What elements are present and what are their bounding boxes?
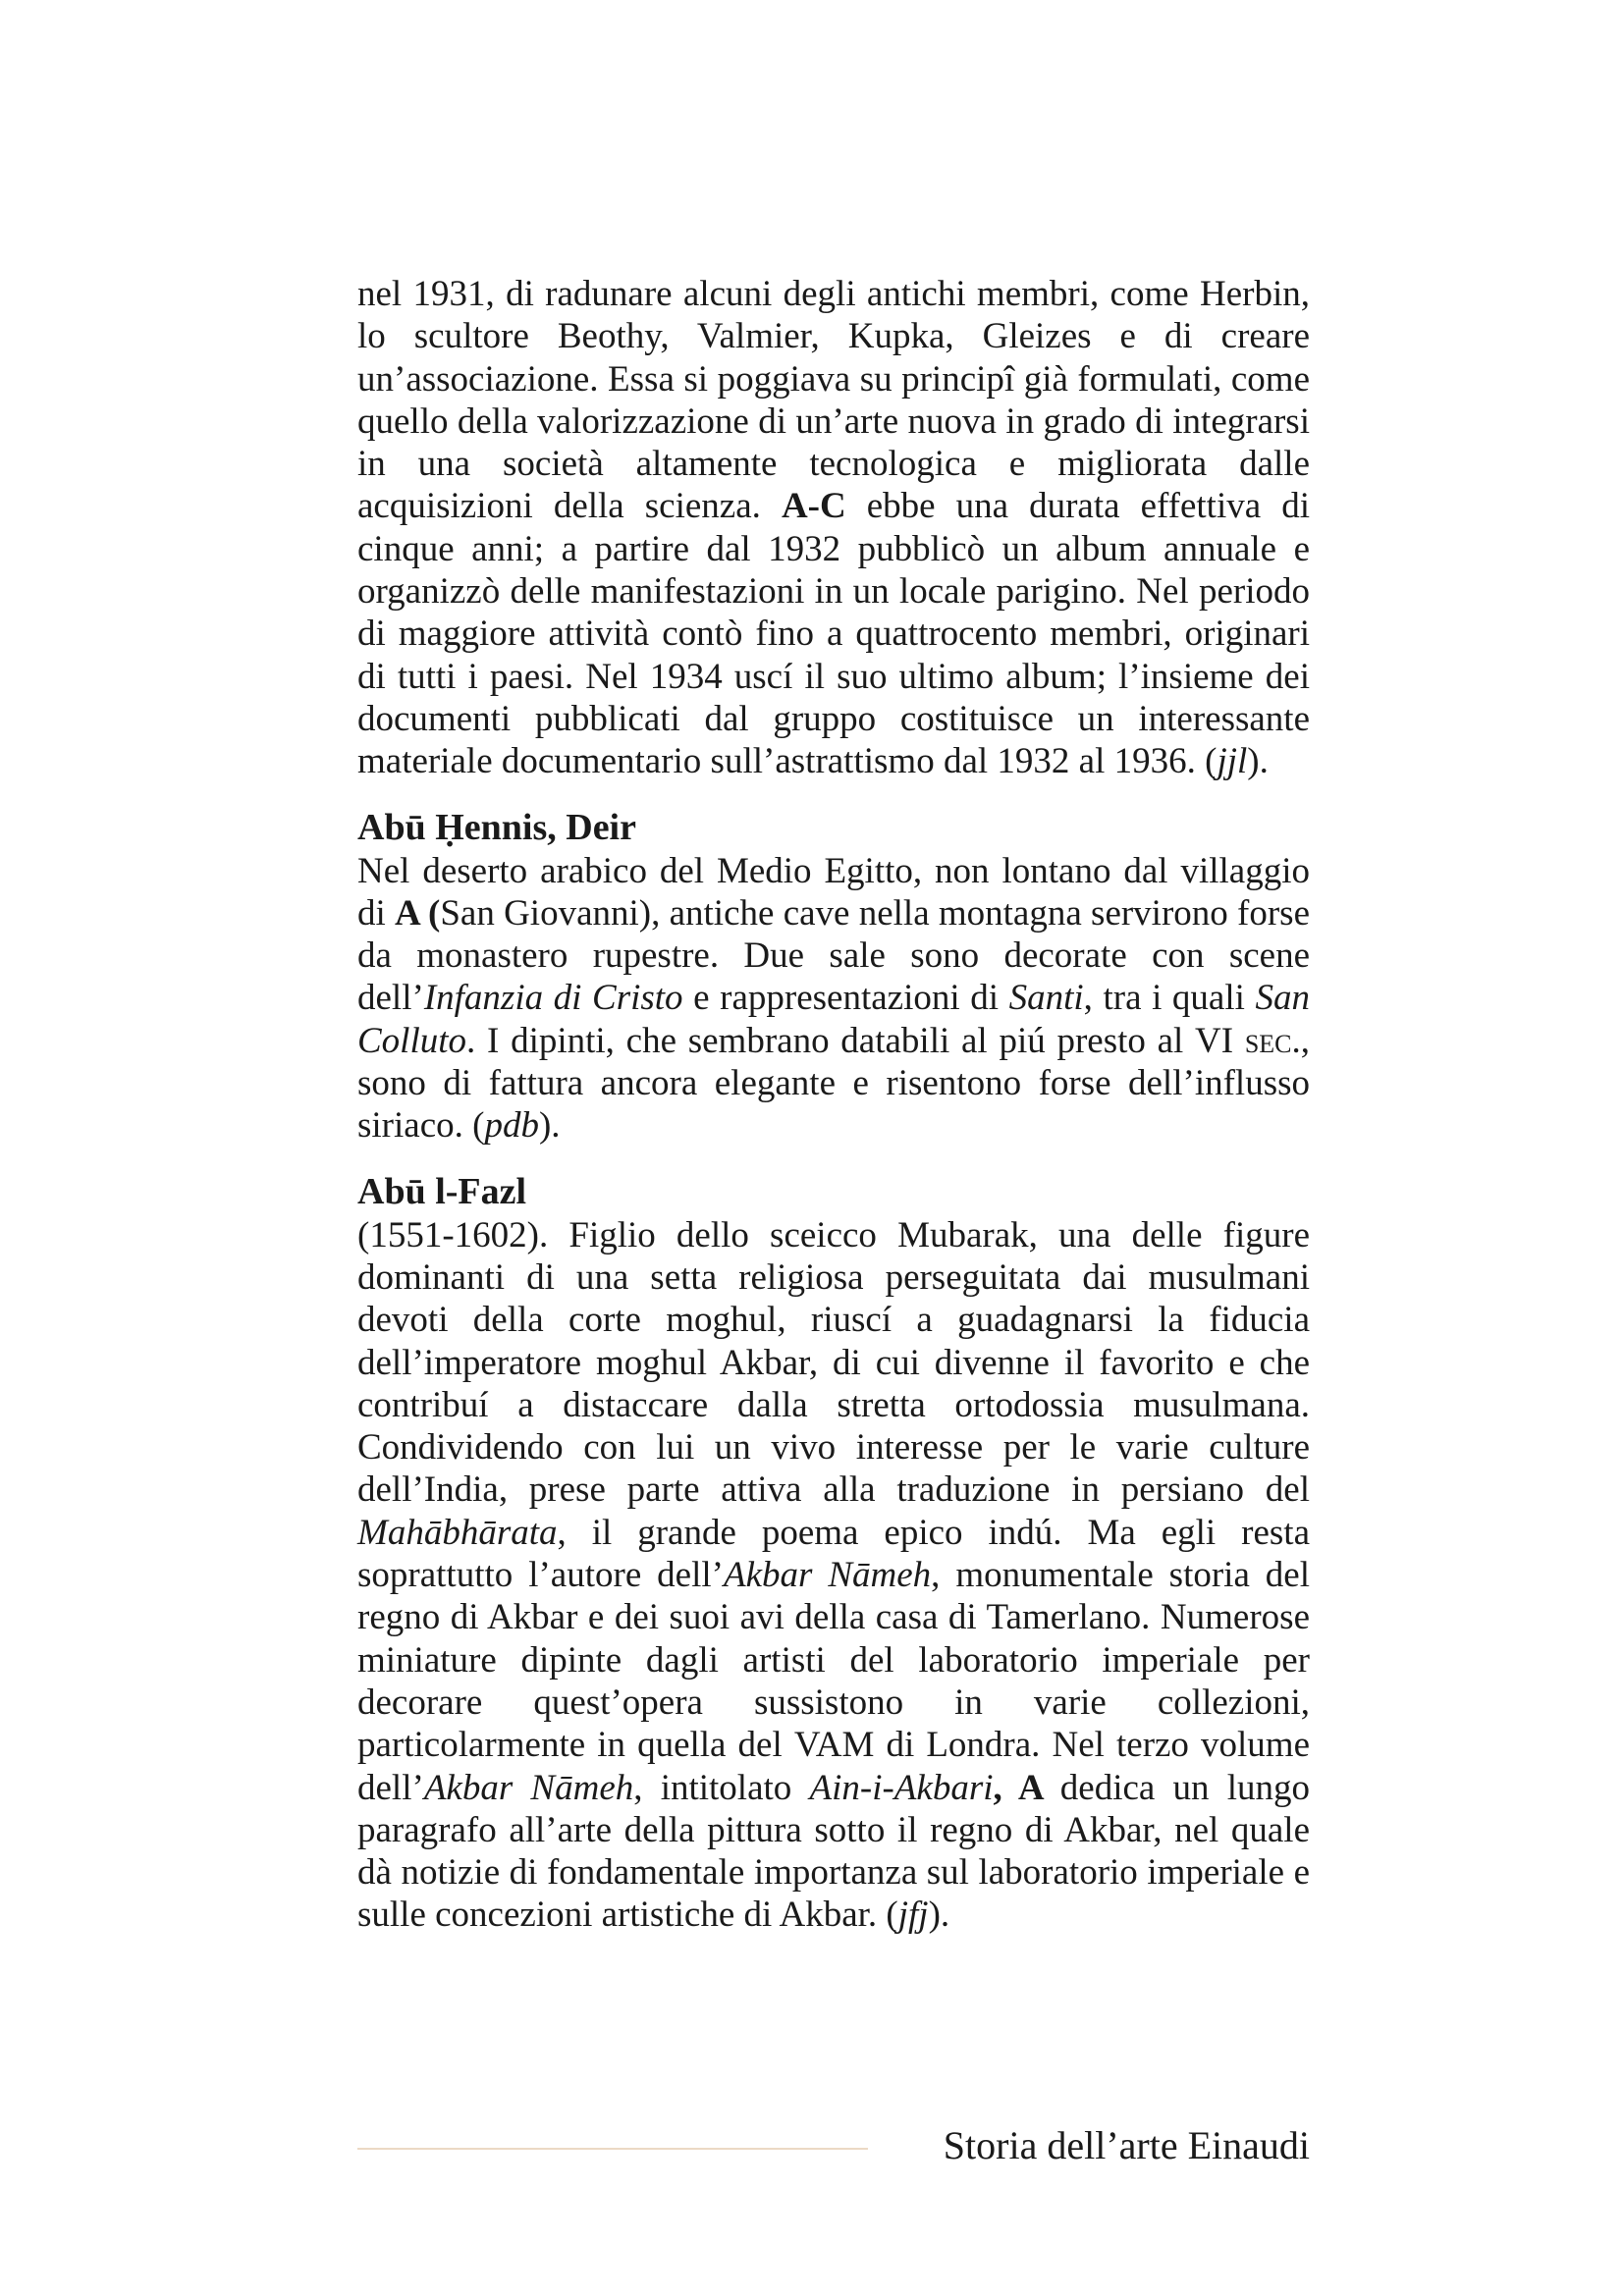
entry-heading-abu-fazl: Abū l-Fazl	[357, 1170, 527, 1212]
footer-rule	[357, 2148, 868, 2150]
entry-continuation-text: nel 1931, di radunare alcuni degli antichi membri, come Herbin, lo scultore Beothy, Valmier, Kupka, Gleizes e di creare un’associazione. Essa si poggiava su principî già formulati, come quello della valorizzazione di un’arte nuova in grado di integrarsi in una società altamente tecnologica e migliorata dalle acquisizioni della scienza. A-C ebbe una durata effettiva di cinque anni; a partire dal 1932 pubblicò un album annuale e organizzò delle manifestazioni in un locale parigino. Nel periodo di maggiore attività contò fino a quattrocento membri, originari di tutti i paesi. Nel 1934 uscí il suo ultimo album; l’insieme dei documenti pubblicati dal gruppo costituisce un interessante materiale documentario sull’astrattismo dal 1932 al 1936. (jjl).	[357, 274, 1310, 782]
entry-abu-fazl-text: (1551-1602). Figlio dello sceicco Mubarak, una delle figure dominanti di una setta religiosa perseguitata dai musulmani devoti della corte moghul, riuscí a guadagnarsi la fiducia dell’imperatore moghul Akbar, di cui divenne il favorito e che contribuí a distaccare dalla stretta ortodossia musulmana. Condividendo con lui un vivo interesse per le varie culture dell’India, prese parte attiva alla traduzione in persiano del Mahābhārata, il grande poema epico indú. Ma egli resta soprattutto l’autore dell’Akbar Nāmeh, monumentale storia del regno di Akbar e dei suoi avi della casa di Tamerlano. Numerose miniature dipinte dagli artisti del laboratorio imperiale per decorare quest’opera sussistono in varie collezioni, particolarmente in quella del VAM di Londra. Nel terzo volume dell’Akbar Nāmeh, intitolato Ain-i-Akbari, A dedica un lungo paragrafo all’arte della pittura sotto il regno di Akbar, nel quale dà notizie di fondamentale importanza sul laboratorio imperiale e sulle concezioni artistiche di Akbar. (jfj).	[357, 1214, 1311, 1936]
entry-abu-hennis-text: Nel deserto arabico del Medio Egitto, non lontano dal villaggio di A (San Giovanni), antiche cave nella montagna servirono forse da monastero rupestre. Due sale sono decorate con scene dell’Infanzia di Cristo e rappresentazioni di Santi, tra i quali San Colluto. I dipinti, che sembrano databili al piú presto al VI sec., sono di fattura ancora elegante e risentono forse dell’influsso siriaco. (pdb).	[357, 850, 1311, 1147]
footer-title: Storia dell’arte Einaudi	[943, 2123, 1310, 2167]
entry-heading-abu-hennis: Abū Ḥennis, Deir	[357, 806, 636, 848]
page-body	[357, 273, 1310, 1937]
